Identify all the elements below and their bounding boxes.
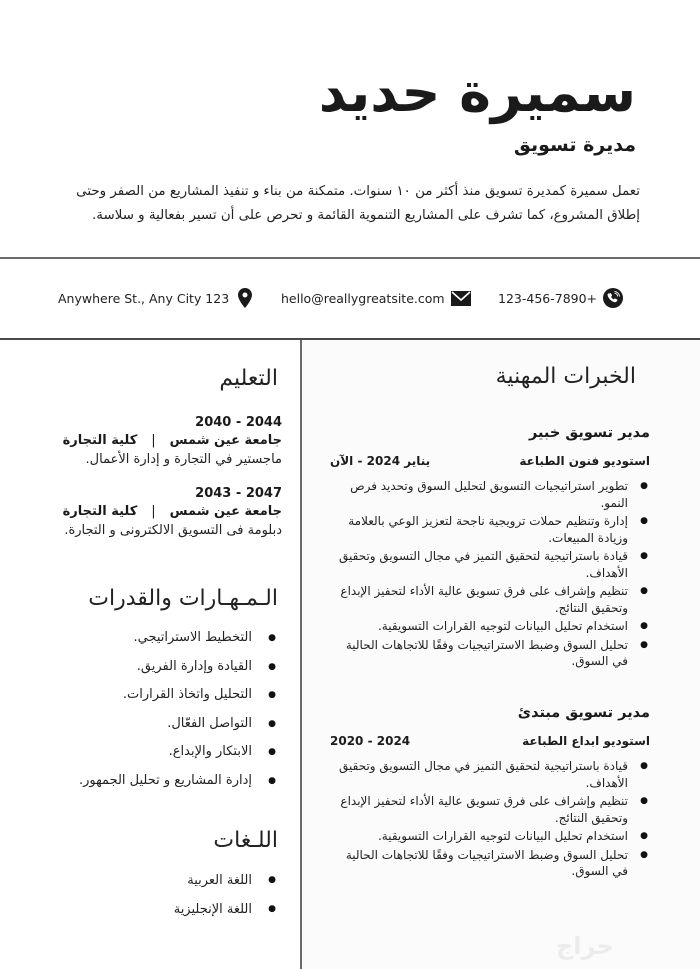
job-bullet: ● استخدام تحليل البيانات لتوجيه القرارات التسويقية. [330, 828, 650, 845]
right-column [302, 340, 700, 969]
separator: | [151, 504, 156, 519]
skill-item: ● التواصل الفعّال. [16, 710, 276, 739]
contact-bar [0, 259, 700, 339]
map-pin-icon [235, 288, 255, 308]
left-column [0, 340, 300, 969]
profile-summary: تعمل سميرة كمديرة تسويق منذ أكثر من ١٠ سنوات. متمكنة من بناء و تنفيذ المشاريع من الصفر وحتى إطلاق المشروع، كما تشرف على المشاريع التنموية القائمة و تحرص على أن تسير بفعالية و سلاسة. [76, 184, 640, 223]
contact-address [58, 287, 255, 309]
education-item [22, 414, 282, 469]
job-entry [330, 422, 650, 672]
education-degree: دبلومة فى التسويق الالكترونى و التجارة. [64, 523, 282, 538]
job-company: استوديو فنون الطباعة [519, 454, 650, 468]
university-name: جامعة عين شمس [169, 433, 282, 448]
faculty-name: كلية التجارة [62, 504, 138, 519]
education-degree: ماجستير في التجارة و إدارة الأعمال. [85, 452, 282, 467]
job-bullet: ● تطوير استراتيجيات التسويق لتحليل السوق وتحديد فرص النمو. [330, 478, 650, 511]
envelope-icon [451, 288, 471, 308]
phone-icon [603, 288, 623, 308]
education-school [22, 432, 282, 450]
job-bullet: ● قيادة باستراتيجية لتحقيق التميز في مجال التسويق وتحقيق الأهداف. [330, 548, 650, 581]
job-meta [330, 452, 650, 470]
job-dates: 2024 - 2020 [330, 734, 411, 748]
job-dates: يناير 2024 - الآن [330, 454, 431, 468]
languages-list [76, 866, 276, 924]
job-bullet: ● قيادة باستراتيجية لتحقيق التميز في مجال التسويق وتحقيق الأهداف. [330, 758, 650, 791]
skill-item: ● القيادة وإدارة الفريق. [16, 653, 276, 682]
separator: | [151, 433, 156, 448]
job-entry [330, 702, 650, 882]
job-bullet: ● تحليل السوق وضبط الاستراتيجيات وفقًا للاتجاهات الحالية في السوق. [330, 637, 650, 670]
education-school [22, 503, 282, 521]
languages-heading: اللـغات [213, 828, 278, 853]
job-bullet: ● تنظيم وإشراف على فرق تسويق عالية الأداء لتحفيز الإبداع وتحقيق النتائج. [330, 583, 650, 616]
skills-list [16, 624, 276, 795]
contact-email[interactable] [281, 287, 471, 309]
skill-item: ● إدارة المشاريع و تحليل الجمهور. [16, 767, 276, 796]
experience-heading: الخبرات المهنية [495, 364, 636, 389]
job-role: مدير تسويق خبير [528, 425, 650, 441]
skill-item: ● التحليل واتخاذ القرارات. [16, 681, 276, 710]
job-company: استوديو ابداع الطباعة [522, 734, 650, 748]
job-bullet: ● استخدام تحليل البيانات لتوجيه القرارات التسويقية. [330, 618, 650, 635]
resume-header [0, 0, 700, 258]
email-text[interactable]: hello@reallygreatsite.com [281, 290, 445, 306]
contact-phone[interactable] [498, 287, 623, 309]
candidate-name: سميرة حديد [318, 61, 636, 124]
address-text: Anywhere St., Any City 123 [58, 290, 230, 306]
language-item: ● اللغة الإنجليزية [76, 895, 276, 924]
university-name: جامعة عين شمس [169, 504, 282, 519]
watermark-logo: حراج [556, 932, 614, 960]
candidate-title: مديرة تسويق [513, 134, 636, 156]
job-bullet: ● تنظيم وإشراف على فرق تسويق عالية الأداء لتحفيز الإبداع وتحقيق النتائج. [330, 793, 650, 826]
skill-item: ● التخطيط الاستراتيجي. [16, 624, 276, 653]
job-meta [330, 732, 650, 750]
education-heading: التعليم [219, 366, 278, 391]
education-years: 2044 - 2040 [195, 415, 282, 430]
language-item: ● اللغة العربية [76, 866, 276, 895]
skills-heading: الـمـهـارات والقدرات [88, 586, 278, 611]
phone-text[interactable]: 123-456-7890+ [498, 290, 598, 306]
job-role: مدير تسويق مبتدئ [517, 705, 650, 721]
job-bullet: ● تحليل السوق وضبط الاستراتيجيات وفقًا للاتجاهات الحالية في السوق. [330, 847, 650, 880]
education-years: 2047 - 2043 [195, 486, 282, 501]
job-bullet: ● إدارة وتنظيم حملات ترويجية ناجحة لتعزيز الوعي بالعلامة وزيادة المبيعات. [330, 513, 650, 546]
faculty-name: كلية التجارة [62, 433, 138, 448]
job-bullets [330, 478, 650, 670]
skill-item: ● الابتكار والإبداع. [16, 738, 276, 767]
job-bullets [330, 758, 650, 880]
education-item [22, 485, 282, 540]
